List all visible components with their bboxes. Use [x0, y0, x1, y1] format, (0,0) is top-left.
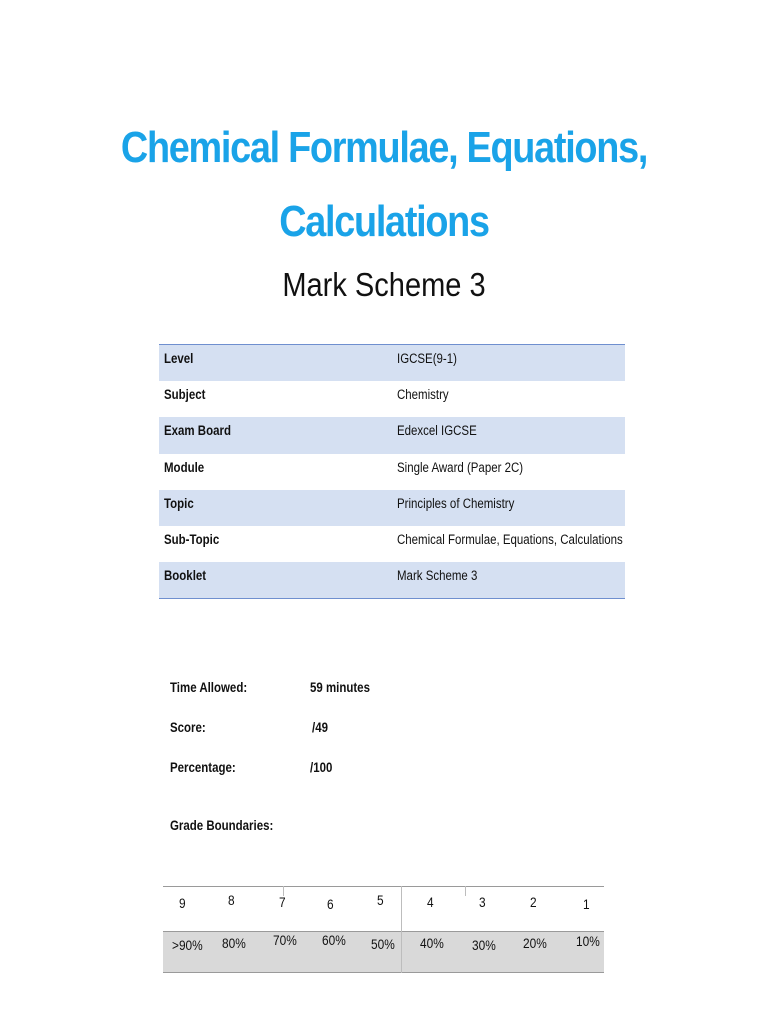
- percentage-value: /100: [310, 760, 333, 775]
- grade-cell: 1: [583, 897, 590, 912]
- grade-table-top-line: [163, 886, 604, 887]
- percentage-cell: 40%: [420, 936, 444, 951]
- percentage-cell: >90%: [172, 938, 203, 953]
- percentage-cell: 60%: [322, 933, 346, 948]
- score-value: /49: [312, 720, 328, 735]
- info-row-exam-board: [159, 417, 625, 453]
- info-label: Exam Board: [164, 423, 231, 439]
- grade-table-divider: [465, 886, 466, 896]
- score-label: Score:: [170, 720, 206, 735]
- info-row-topic: [159, 490, 625, 526]
- percentage-cell: 80%: [222, 936, 246, 951]
- percentage-label: Percentage:: [170, 760, 236, 775]
- page-title-line-2: Calculations: [279, 197, 489, 246]
- percentage-cell: 70%: [273, 933, 297, 948]
- grade-cell: 3: [479, 895, 486, 910]
- info-row-sub-topic: [159, 526, 625, 562]
- percentage-cell: 20%: [523, 936, 547, 951]
- page-subtitle: Mark Scheme 3: [282, 266, 486, 303]
- info-label: Module: [164, 459, 205, 475]
- info-row-booklet: [159, 562, 625, 598]
- grade-cell: 7: [279, 895, 286, 910]
- info-value: Chemistry: [397, 387, 449, 403]
- info-row-module: [159, 454, 625, 490]
- info-row-subject: [159, 381, 625, 417]
- grade-cell: 8: [228, 893, 235, 908]
- grade-cell: 5: [377, 893, 384, 908]
- grade-cell: 4: [427, 895, 434, 910]
- info-value: Edexcel IGCSE: [397, 423, 477, 439]
- grade-cell: 2: [530, 895, 537, 910]
- info-value: IGCSE(9-1): [397, 351, 457, 366]
- grade-boundaries-table: [163, 886, 604, 973]
- grade-cell: 6: [327, 897, 334, 912]
- percentage-cell: 50%: [371, 937, 395, 952]
- info-value: Principles of Chemistry: [397, 495, 515, 511]
- time-allowed-value: 59 minutes: [310, 680, 370, 695]
- percentage-cell: 30%: [472, 938, 496, 953]
- info-label: Booklet: [164, 568, 207, 584]
- info-label: Sub-Topic: [164, 531, 220, 547]
- info-label: Topic: [164, 495, 194, 511]
- info-table: [159, 344, 625, 599]
- grade-cell: 9: [179, 896, 186, 911]
- grade-table-middle-line: [163, 931, 604, 932]
- info-value: Mark Scheme 3: [397, 568, 478, 584]
- percentage-cell: 10%: [576, 934, 600, 949]
- info-label: Level: [164, 351, 194, 366]
- info-value: Chemical Formulae, Equations, Calculations: [397, 531, 623, 547]
- page-title-line-1: Chemical Formulae, Equations,: [120, 123, 648, 172]
- info-value: Single Award (Paper 2C): [397, 459, 524, 475]
- info-row-level: [159, 345, 625, 381]
- grade-boundaries-label: Grade Boundaries:: [170, 818, 274, 833]
- grade-table-divider: [401, 886, 402, 973]
- time-allowed-label: Time Allowed:: [170, 680, 248, 695]
- info-label: Subject: [164, 387, 206, 403]
- grade-table-bottom-line: [163, 972, 604, 973]
